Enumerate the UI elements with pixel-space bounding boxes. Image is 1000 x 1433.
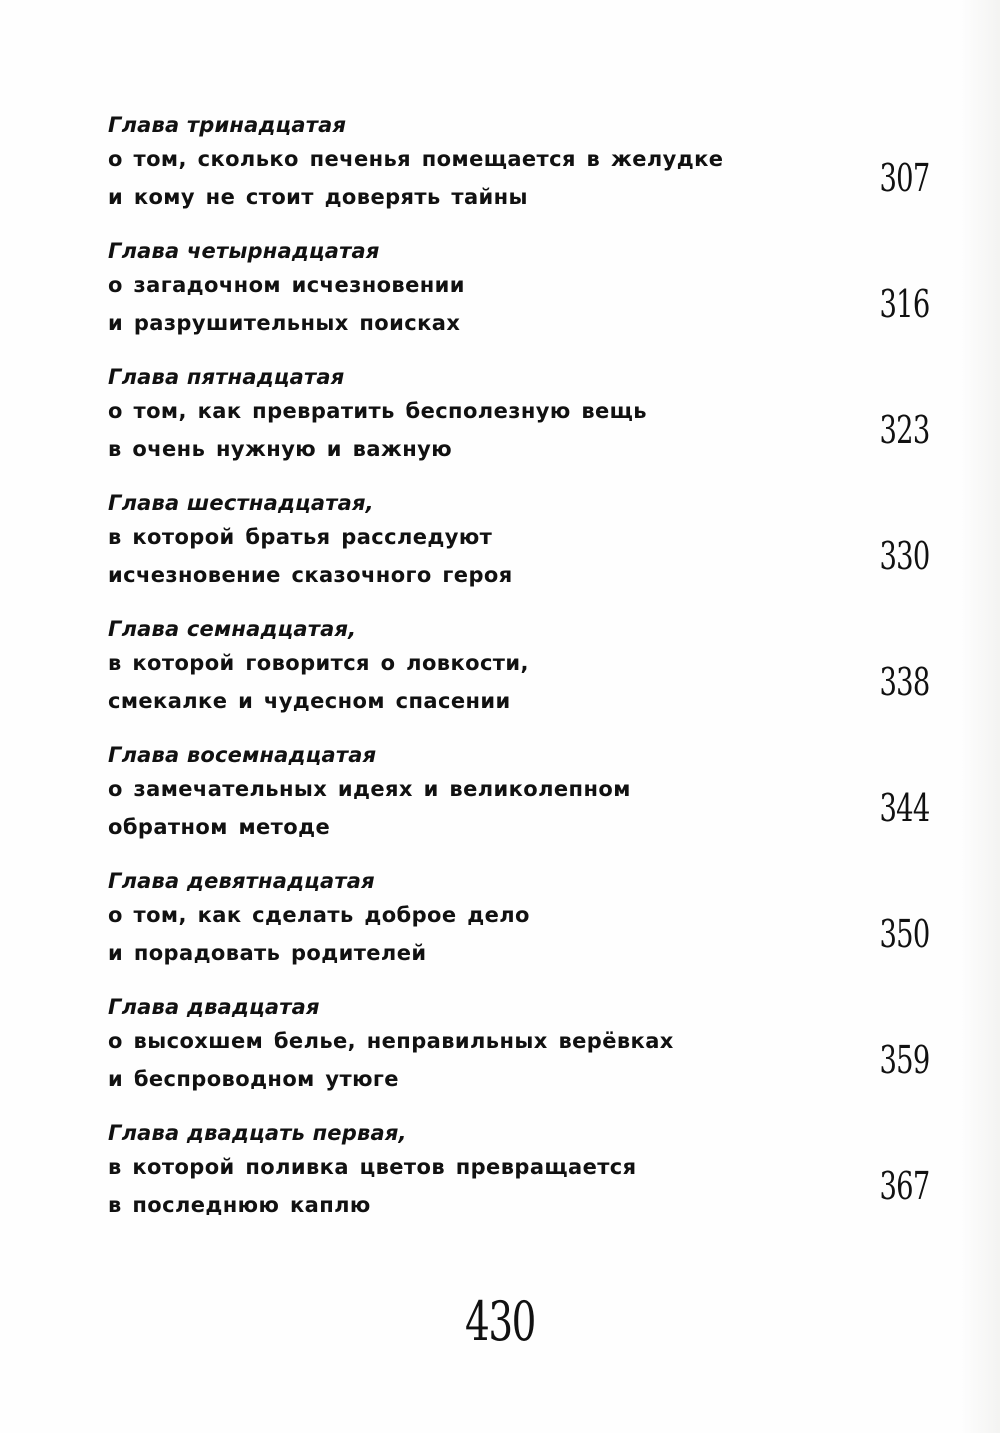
toc-entry bbox=[108, 740, 928, 866]
chapter-description-text: в последнюю каплю bbox=[108, 1193, 371, 1217]
page-number: 350 bbox=[879, 912, 930, 956]
dot-leader bbox=[542, 178, 853, 216]
page-number: 359 bbox=[879, 1038, 930, 1082]
page-number: 344 bbox=[879, 786, 930, 830]
dot-leader bbox=[525, 682, 853, 720]
chapter-description-last-line bbox=[108, 682, 853, 720]
chapter-title: Глава тринадцатая bbox=[108, 113, 347, 137]
chapter-description-line: о высохшем белье, неправильных верёвках bbox=[108, 1029, 674, 1053]
page-number: 316 bbox=[879, 282, 930, 326]
chapter-description-last-line bbox=[108, 556, 853, 594]
page-edge-shadow bbox=[960, 0, 1000, 1433]
chapter-title: Глава четырнадцатая bbox=[108, 239, 380, 263]
chapter-description-line: в которой поливка цветов превращается bbox=[108, 1155, 637, 1179]
toc-entry bbox=[108, 236, 928, 362]
page-number: 323 bbox=[879, 408, 930, 452]
chapter-description-line: о том, как сделать доброе дело bbox=[108, 903, 530, 927]
chapter-description-last-line bbox=[108, 430, 853, 468]
chapter-title: Глава семнадцатая, bbox=[108, 617, 357, 641]
page-number: 330 bbox=[879, 534, 930, 578]
toc-entry bbox=[108, 866, 928, 992]
chapter-description-last-line bbox=[108, 178, 853, 216]
chapter-description-line: о том, как превратить бесполезную вещь bbox=[108, 399, 647, 423]
chapter-description-last-line bbox=[108, 1060, 853, 1098]
chapter-title: Глава шестнадцатая, bbox=[108, 491, 374, 515]
chapter-description-text: смекалке и чудесном спасении bbox=[108, 689, 511, 713]
toc-entry bbox=[108, 992, 928, 1118]
dot-leader bbox=[466, 430, 853, 468]
chapter-description-text: и беспроводном утюге bbox=[108, 1067, 399, 1091]
chapter-description-last-line bbox=[108, 304, 853, 342]
chapter-description-last-line bbox=[108, 1186, 853, 1224]
chapter-title: Глава двадцатая bbox=[108, 995, 320, 1019]
chapter-title: Глава девятнадцатая bbox=[108, 869, 375, 893]
chapter-title: Глава двадцать первая, bbox=[108, 1121, 407, 1145]
chapter-description-last-line bbox=[108, 808, 853, 846]
toc-entry bbox=[108, 1118, 928, 1244]
table-of-contents bbox=[108, 110, 928, 1244]
toc-entry bbox=[108, 362, 928, 488]
page-number: 338 bbox=[879, 660, 930, 704]
dot-leader bbox=[413, 1060, 853, 1098]
toc-entry bbox=[108, 614, 928, 740]
toc-entry bbox=[108, 488, 928, 614]
chapter-title: Глава восемнадцатая bbox=[108, 743, 377, 767]
chapter-description-last-line bbox=[108, 934, 853, 972]
page-number: 307 bbox=[879, 156, 930, 200]
chapter-description-text: обратном методе bbox=[108, 815, 331, 839]
toc-entry bbox=[108, 110, 928, 236]
page-number: 367 bbox=[879, 1164, 930, 1208]
chapter-description-line: о загадочном исчезновении bbox=[108, 273, 465, 297]
chapter-description-line: о том, сколько печенья помещается в желудке bbox=[108, 147, 724, 171]
chapter-description-text: в очень нужную и важную bbox=[108, 437, 453, 461]
chapter-description-line: в которой братья расследуют bbox=[108, 525, 493, 549]
dot-leader bbox=[344, 808, 853, 846]
folio-page-number: 430 bbox=[465, 1290, 535, 1353]
dot-leader bbox=[474, 304, 853, 342]
chapter-description-line: в которой говорится о ловкости, bbox=[108, 651, 529, 675]
chapter-title: Глава пятнадцатая bbox=[108, 365, 345, 389]
chapter-description-text: и порадовать родителей bbox=[108, 941, 427, 965]
chapter-description-text: исчезновение сказочного героя bbox=[108, 563, 513, 587]
dot-leader bbox=[440, 934, 853, 972]
dot-leader bbox=[385, 1186, 853, 1224]
chapter-description-text: и кому не стоит доверять тайны bbox=[108, 185, 528, 209]
chapter-description-line: о замечательных идеях и великолепном bbox=[108, 777, 631, 801]
dot-leader bbox=[527, 556, 853, 594]
chapter-description-text: и разрушительных поисках bbox=[108, 311, 461, 335]
